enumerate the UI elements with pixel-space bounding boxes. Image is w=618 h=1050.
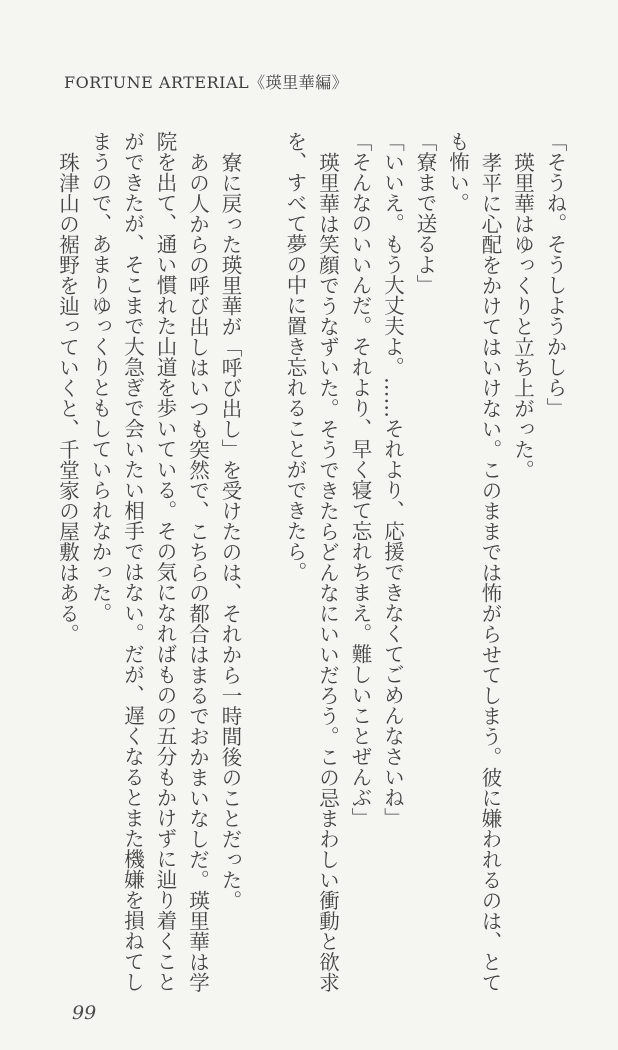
- paragraph: 「寮まで送るよ」: [413, 131, 437, 295]
- running-header: FORTUNE ARTERIAL《瑛里華編》: [64, 73, 349, 92]
- page-number: 99: [72, 1002, 97, 1024]
- paragraph: 寮に戻った瑛里華が「呼び出し」を受けたのは、それから一時間後のことだった。: [218, 151, 242, 910]
- paragraph: 孝平に心配をかけてはいけない。このままでは怖がらせてしまう。彼に嫌われるのは、とても怖い。: [445, 131, 502, 992]
- paragraph: 瑛里華は笑顔でうなずいた。そうできたらどんなにいいだろう。この忌まわしい衝動と欲求を、すべて夢の中に置き忘れることができたら。: [283, 131, 340, 992]
- paragraph: 「そうね。そうしようかしら」: [543, 131, 567, 418]
- body-text: [51, 131, 571, 992]
- paragraph: 瑛里華はゆっくりと立ち上がった。: [510, 151, 535, 480]
- paragraph: 「いいえ。もう大丈夫よ。……それより、応援できなくてごめんなさいね」: [380, 131, 405, 828]
- paragraph: 珠津山の裾野を辿っていくと、千堂家の屋敷はある。: [55, 151, 80, 644]
- paragraph: 「そんなのいいんだ。それより、早く寝て忘れちまえ。難しいことぜんぶ」: [348, 131, 372, 828]
- paragraph: あの人からの呼び出しはいつも突然で、こちらの都合はまるでおかまいなしだ。瑛里華は学院を出て、通い慣れた山道を歩いている。その気になればものの五分もかけずに辿り着くことができたが、そこまで大急ぎで会いたい相手ではない。だが、遅くなるとまた機嫌を損ねてしまうので、あまりゆっくりともしていられなかった。: [88, 131, 210, 992]
